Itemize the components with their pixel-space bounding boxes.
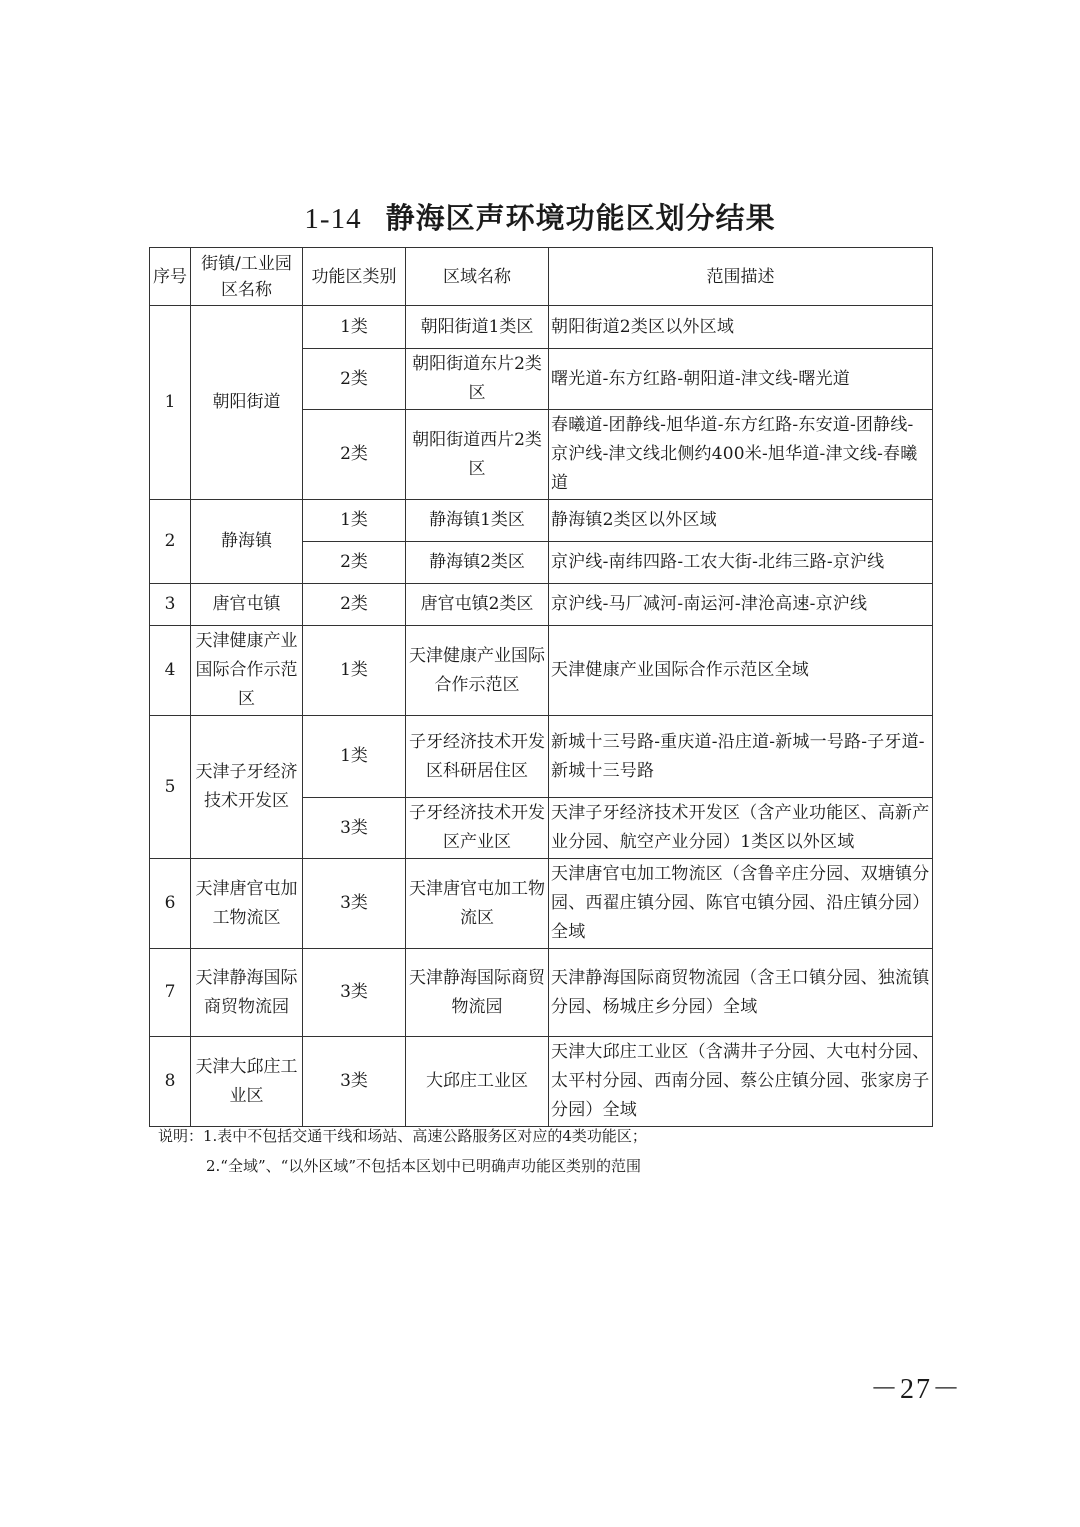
row-area: 子牙经济技术开发区科研居住区 <box>406 716 549 798</box>
row-area: 静海镇2类区 <box>406 542 549 584</box>
title-text: 静海区声环境功能区划分结果 <box>385 201 776 235</box>
row-index: 3 <box>150 584 191 626</box>
page-number: －27－ <box>870 1374 963 1405</box>
header-area: 区域名称 <box>406 248 549 306</box>
table-row <box>150 716 933 798</box>
row-category: 2类 <box>303 542 406 584</box>
row-scope: 春曦道-团静线-旭华道-东方红路-东安道-团静线-京沪线-津文线北侧约400米-旭华道-津文线-春曦道 <box>549 410 933 500</box>
row-town: 天津唐官屯加工物流区 <box>191 859 303 949</box>
row-area: 大邱庄工业区 <box>406 1037 549 1127</box>
table-row <box>150 626 933 716</box>
table-row <box>150 859 933 949</box>
row-scope: 京沪线-马厂减河-南运河-津沧高速-京沪线 <box>549 584 933 626</box>
table-row <box>150 1037 933 1127</box>
row-area: 天津静海国际商贸物流园 <box>406 949 549 1037</box>
table-row <box>150 306 933 349</box>
row-scope: 天津子牙经济技术开发区（含产业功能区、高新产业分园、航空产业分园）1类区以外区域 <box>549 798 933 859</box>
row-area: 唐官屯镇2类区 <box>406 584 549 626</box>
table-row <box>150 584 933 626</box>
row-scope: 曙光道-东方红路-朝阳道-津文线-曙光道 <box>549 349 933 410</box>
row-index: 7 <box>150 949 191 1037</box>
row-area: 朝阳街道1类区 <box>406 306 549 349</box>
row-category: 3类 <box>303 949 406 1037</box>
row-category: 3类 <box>303 859 406 949</box>
row-town: 静海镇 <box>191 500 303 584</box>
row-index: 5 <box>150 716 191 859</box>
table-notes <box>158 1121 958 1181</box>
row-scope: 新城十三号路-重庆道-沿庄道-新城一号路-子牙道-新城十三号路 <box>549 716 933 798</box>
row-area: 朝阳街道西片2类区 <box>406 410 549 500</box>
row-area: 静海镇1类区 <box>406 500 549 542</box>
row-category: 1类 <box>303 716 406 798</box>
row-index: 1 <box>150 306 191 500</box>
row-scope: 天津静海国际商贸物流园（含王口镇分园、独流镇分园、杨城庄乡分园）全域 <box>549 949 933 1037</box>
row-category: 2类 <box>303 410 406 500</box>
table-header-row <box>150 248 933 306</box>
row-scope: 天津唐官屯加工物流区（含鲁辛庄分园、双塘镇分园、西翟庄镇分园、陈官屯镇分园、沿庄镇分园）全域 <box>549 859 933 949</box>
note-line-1: 说明：1.表中不包括交通干线和场站、高速公路服务区对应的4类功能区； <box>158 1127 647 1145</box>
row-category: 1类 <box>303 626 406 716</box>
row-scope: 京沪线-南纬四路-工农大街-北纬三路-京沪线 <box>549 542 933 584</box>
table-row <box>150 949 933 1037</box>
row-index: 8 <box>150 1037 191 1127</box>
row-town: 天津健康产业国际合作示范区 <box>191 626 303 716</box>
zoning-table <box>149 247 933 1127</box>
row-town: 唐官屯镇 <box>191 584 303 626</box>
row-category: 2类 <box>303 349 406 410</box>
row-index: 6 <box>150 859 191 949</box>
row-area: 天津健康产业国际合作示范区 <box>406 626 549 716</box>
title-number: 1-14 <box>304 203 362 235</box>
row-scope: 静海镇2类区以外区域 <box>549 500 933 542</box>
row-scope: 天津大邱庄工业区（含满井子分园、大屯村分园、太平村分园、西南分园、蔡公庄镇分园、张家房子分园）全域 <box>549 1037 933 1127</box>
header-town: 街镇/工业园区名称 <box>191 248 303 306</box>
row-town: 天津静海国际商贸物流园 <box>191 949 303 1037</box>
header-category: 功能区类别 <box>303 248 406 306</box>
header-index: 序号 <box>150 248 191 306</box>
row-category: 3类 <box>303 798 406 859</box>
row-area: 朝阳街道东片2类区 <box>406 349 549 410</box>
row-index: 4 <box>150 626 191 716</box>
note-line-2: 2.“全域”、“以外区域”不包括本区划中已明确声功能区类别的范围 <box>206 1157 641 1175</box>
row-category: 3类 <box>303 1037 406 1127</box>
header-scope: 范围描述 <box>549 248 933 306</box>
row-town: 天津子牙经济技术开发区 <box>191 716 303 859</box>
row-category: 1类 <box>303 306 406 349</box>
row-scope: 朝阳街道2类区以外区域 <box>549 306 933 349</box>
row-scope: 天津健康产业国际合作示范区全域 <box>549 626 933 716</box>
row-town: 朝阳街道 <box>191 306 303 500</box>
page-title <box>0 196 1080 241</box>
row-area: 子牙经济技术开发区产业区 <box>406 798 549 859</box>
table-row <box>150 500 933 542</box>
row-index: 2 <box>150 500 191 584</box>
row-category: 2类 <box>303 584 406 626</box>
row-town: 天津大邱庄工业区 <box>191 1037 303 1127</box>
row-category: 1类 <box>303 500 406 542</box>
row-area: 天津唐官屯加工物流区 <box>406 859 549 949</box>
